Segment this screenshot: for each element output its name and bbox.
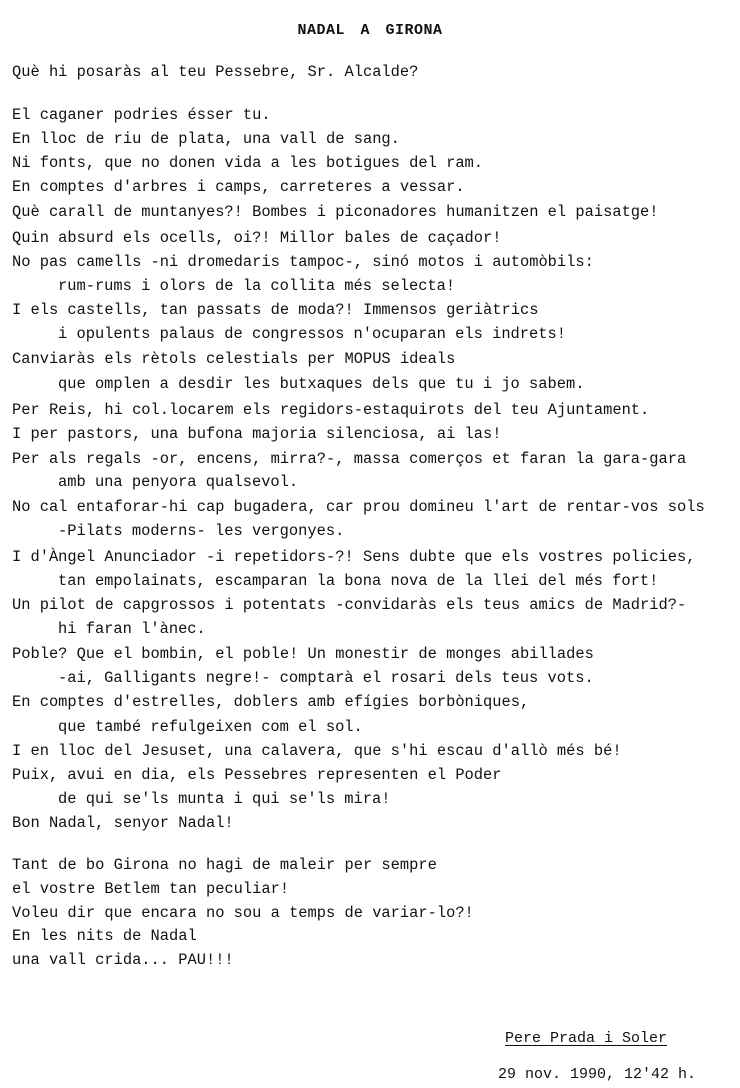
date-stamp: 29 nov. 1990, 12'42 h. <box>498 1066 697 1083</box>
poem-line: -Pilats moderns- les vergonyes. <box>58 522 345 540</box>
poem-line: En comptes d'arbres i camps, carreteres a vessar. <box>12 178 465 196</box>
author-signature: Pere Prada i Soler <box>505 1030 668 1047</box>
poem-line: rum-rums i olors de la collita més selecta! <box>58 277 456 295</box>
poem-line: En comptes d'estrelles, doblers amb efígies borbòniques, <box>12 693 530 711</box>
poem-line: No pas camells -ni dromedaris tampoc-, sinó motos i automòbils: <box>12 253 594 271</box>
poem-line: amb una penyora qualsevol. <box>58 473 299 491</box>
poem-line: tan empolainats, escamparan la bona nova de la llei del més fort! <box>58 572 659 590</box>
poem-line: de qui se'ls munta i qui se'ls mira! <box>58 790 391 808</box>
poem-line: Tant de bo Girona no hagi de maleir per sempre <box>12 856 437 874</box>
poem-line: que també refulgeixen com el sol. <box>58 718 363 736</box>
poem-line: En les nits de Nadal <box>12 927 197 945</box>
poem-line: Per als regals -or, encens, mirra?-, massa comerços et faran la gara-gara <box>12 450 687 468</box>
poem-line: I en lloc del Jesuset, una calavera, que s'hi escau d'allò més bé! <box>12 742 622 760</box>
poem-line: Ni fonts, que no donen vida a les botigues del ram. <box>12 154 484 172</box>
opening-question: Què hi posaràs al teu Pessebre, Sr. Alcalde? <box>12 63 419 81</box>
document-title: NADAL A GIRONA <box>297 22 443 39</box>
poem-line: Puix, avui en dia, els Pessebres representen el Poder <box>12 766 502 784</box>
poem-line: Canviaràs els rètols celestials per MOPUS ideals <box>12 350 456 368</box>
poem-line: I per pastors, una bufona majoria silenciosa, ai las! <box>12 425 502 443</box>
poem-line: I els castells, tan passats de moda?! Immensos geriàtrics <box>12 301 539 319</box>
poem-line: No cal entaforar-hi cap bugadera, car prou domineu l'art de rentar-vos sols <box>12 498 705 516</box>
poem-line: En lloc de riu de plata, una vall de sang. <box>12 130 400 148</box>
poem-line: Voleu dir que encara no sou a temps de variar-lo?! <box>12 904 474 922</box>
poem-line: Què carall de muntanyes?! Bombes i piconadores humanitzen el paisatge! <box>12 203 659 221</box>
poem-line: Bon Nadal, senyor Nadal! <box>12 814 234 832</box>
poem-line: i opulents palaus de congressos n'ocuparan els indrets! <box>58 325 566 343</box>
poem-line: Poble? Que el bombin, el poble! Un monestir de monges abillades <box>12 645 594 663</box>
poem-line: el vostre Betlem tan peculiar! <box>12 880 290 898</box>
poem-line: I d'Àngel Anunciador -i repetidors-?! Sens dubte que els vostres policies, <box>12 548 696 566</box>
poem-line: Un pilot de capgrossos i potentats -convidaràs els teus amics de Madrid?- <box>12 596 687 614</box>
poem-line: hi faran l'ànec. <box>58 620 206 638</box>
poem-line: que omplen a desdir les butxaques dels que tu i jo sabem. <box>58 375 585 393</box>
poem-line: El caganer podries ésser tu. <box>12 106 271 124</box>
poem-line: Per Reis, hi col.locarem els regidors-estaquirots del teu Ajuntament. <box>12 401 650 419</box>
poem-line: una vall crida... PAU!!! <box>12 951 234 969</box>
poem-line: Quin absurd els ocells, oi?! Millor bales de caçador! <box>12 229 502 247</box>
poem-line: -ai, Galligants negre!- comptarà el rosari dels teus vots. <box>58 669 594 687</box>
